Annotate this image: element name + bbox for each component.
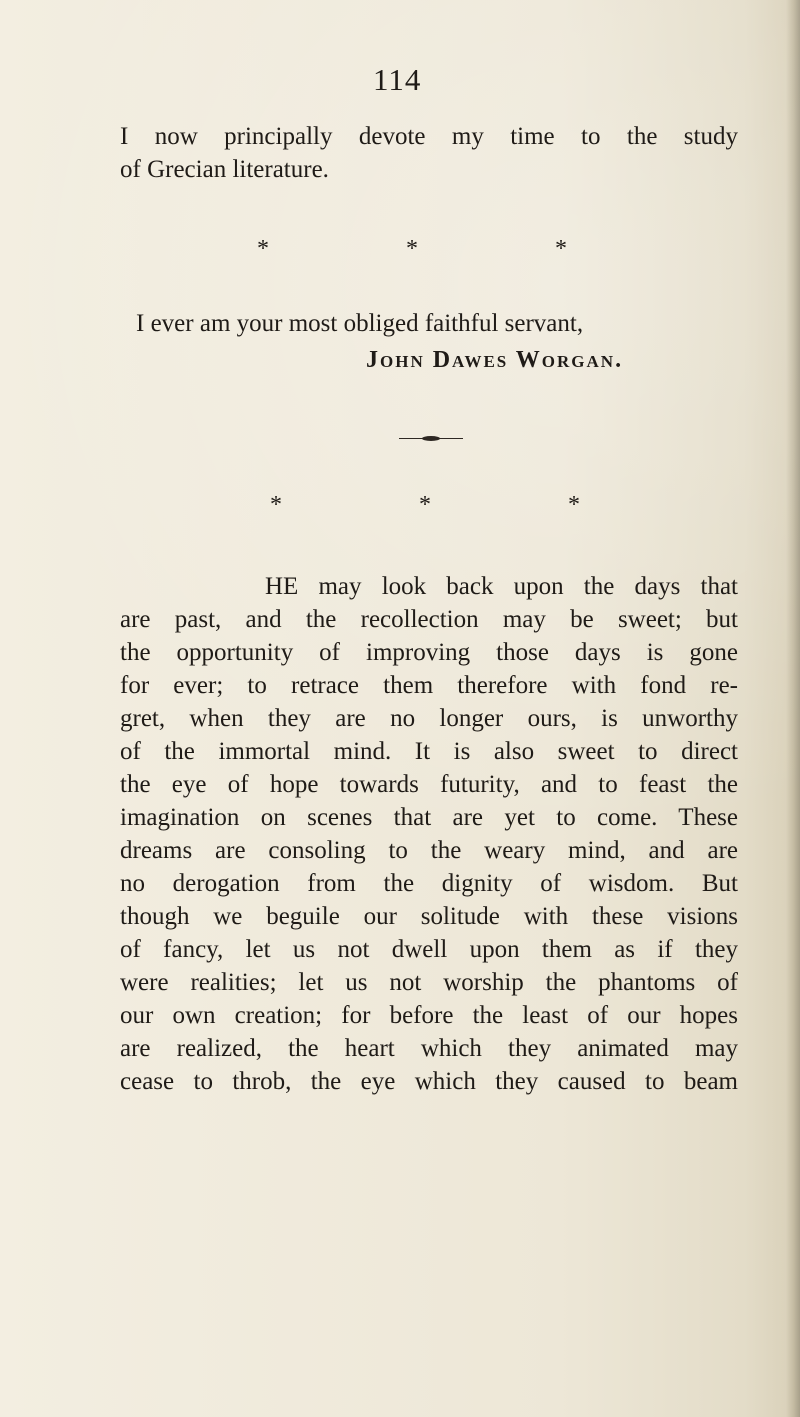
passage-line: cease to throb, the eye which they caused to beam <box>120 1068 738 1095</box>
passage-line: dreams are consoling to the weary mind, and are <box>120 837 738 864</box>
asterisk-separator <box>257 237 567 261</box>
passage-line: were realities; let us not worship the phantoms of <box>120 969 738 996</box>
signature: John Dawes Worgan. <box>366 347 624 373</box>
asterisk-mark: * <box>406 236 418 262</box>
passage-line: no derogation from the dignity of wisdom. But <box>120 870 738 897</box>
asterisk-mark: * <box>270 492 282 518</box>
asterisk-mark: * <box>568 492 580 518</box>
main-passage <box>120 570 738 1098</box>
page-number: 114 <box>373 62 422 97</box>
page-edge-shadow <box>786 0 800 1417</box>
asterisk-mark: * <box>555 236 567 262</box>
asterisk-mark: * <box>257 236 269 262</box>
passage-line: for ever; to retrace them therefore with fond re- <box>120 672 738 699</box>
passage-line: the eye of hope towards futurity, and to feast the <box>120 771 738 798</box>
asterisk-separator <box>270 493 580 517</box>
closing-line: I ever am your most obliged faithful servant, <box>136 310 584 337</box>
section-divider <box>399 438 463 439</box>
passage-line: though we beguile our solitude with these visions <box>120 903 738 930</box>
passage-line: gret, when they are no longer ours, is unworthy <box>120 705 738 732</box>
passage-line: the opportunity of improving those days is gone <box>120 639 738 666</box>
passage-line: our own creation; for before the least of our hopes <box>120 1002 738 1029</box>
opening-paragraph <box>120 120 738 186</box>
passage-line: HE may look back upon the days that <box>265 573 738 600</box>
passage-line: are realized, the heart which they animated may <box>120 1035 738 1062</box>
asterisk-mark: * <box>419 492 431 518</box>
passage-line: of fancy, let us not dwell upon them as if they <box>120 936 738 963</box>
opening-line: of Grecian literature. <box>120 156 329 183</box>
passage-line: of the immortal mind. It is also sweet to direct <box>120 738 738 765</box>
passage-line: are past, and the recollection may be sweet; but <box>120 606 738 633</box>
opening-line: I now principally devote my time to the study <box>120 123 738 150</box>
passage-line: imagination on scenes that are yet to come. These <box>120 804 738 831</box>
